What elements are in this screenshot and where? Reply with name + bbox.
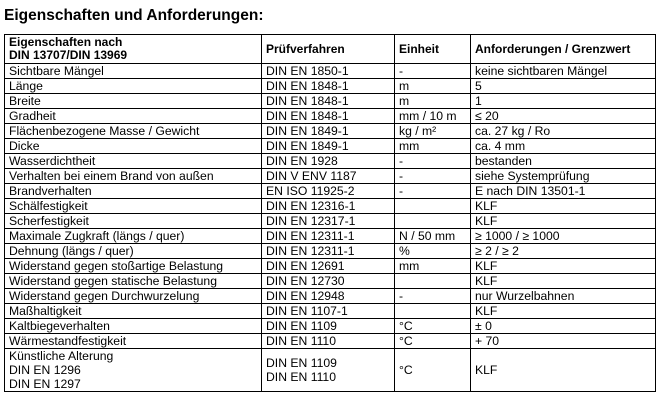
- cell-requirement: E nach DIN 13501-1: [471, 184, 656, 199]
- cell-method: DIN EN 1848-1: [262, 79, 395, 94]
- cell-unit: [395, 199, 471, 214]
- cell-unit: °C: [395, 334, 471, 349]
- cell-unit: N / 50 mm: [395, 229, 471, 244]
- cell-property: Widerstand gegen statische Belastung: [5, 274, 262, 289]
- table-row: [5, 169, 656, 184]
- cell-method: DIN EN 1109: [262, 319, 395, 334]
- header-property-line2: DIN 13707/DIN 13969: [9, 48, 128, 62]
- table-row: [5, 319, 656, 334]
- cell-method: DIN EN 1849-1: [262, 124, 395, 139]
- cell-property: Länge: [5, 79, 262, 94]
- cell-property: Dicke: [5, 139, 262, 154]
- cell-property: Widerstand gegen stoßartige Belastung: [5, 259, 262, 274]
- cell-property: Widerstand gegen Durchwurzelung: [5, 289, 262, 304]
- cell-unit: °C: [395, 349, 471, 392]
- cell-method: DIN EN 1107-1: [262, 304, 395, 319]
- cell-property: Breite: [5, 94, 262, 109]
- cell-unit: -: [395, 64, 471, 79]
- cell-requirement: keine sichtbaren Mängel: [471, 64, 656, 79]
- cell-property: Scherfestigkeit: [5, 214, 262, 229]
- cell-property: Dehnung (längs / quer): [5, 244, 262, 259]
- cell-property: Gradheit: [5, 109, 262, 124]
- cell-requirement: 5: [471, 79, 656, 94]
- cell-method: DIN EN 1848-1: [262, 109, 395, 124]
- cell-requirement: ca. 27 kg / Ro: [471, 124, 656, 139]
- cell-property: Schälfestigkeit: [5, 199, 262, 214]
- cell-method: EN ISO 11925-2: [262, 184, 395, 199]
- cell-requirement: KLF: [471, 199, 656, 214]
- table-row: [5, 139, 656, 154]
- table-row: [5, 79, 656, 94]
- cell-requirement: siehe Systemprüfung: [471, 169, 656, 184]
- cell-requirement: KLF: [471, 259, 656, 274]
- page-title: Eigenschaften und Anforderungen:: [4, 7, 264, 24]
- table-row: [5, 199, 656, 214]
- cell-method: DIN EN 12311-1: [262, 244, 395, 259]
- cell-method: DIN EN 12311-1: [262, 229, 395, 244]
- cell-property-line: Künstliche Alterung: [9, 349, 114, 363]
- cell-method: DIN V ENV 1187: [262, 169, 395, 184]
- cell-method: DIN EN 1928: [262, 154, 395, 169]
- cell-property: Brandverhalten: [5, 184, 262, 199]
- cell-unit: [395, 304, 471, 319]
- cell-property: Verhalten bei einem Brand von außen: [5, 169, 262, 184]
- cell-requirement: bestanden: [471, 154, 656, 169]
- cell-property: Sichtbare Mängel: [5, 64, 262, 79]
- table-header-row: [5, 35, 656, 64]
- cell-method: DIN EN 12730: [262, 274, 395, 289]
- cell-property-line: DIN EN 1296: [9, 363, 81, 377]
- cell-unit: [395, 274, 471, 289]
- table-row: [5, 154, 656, 169]
- table-row: [5, 94, 656, 109]
- cell-requirement: KLF: [471, 304, 656, 319]
- header-unit: Einheit: [395, 35, 471, 64]
- table-row: [5, 259, 656, 274]
- header-method: Prüfverfahren: [262, 35, 395, 64]
- cell-unit: mm: [395, 259, 471, 274]
- cell-property: Wasserdichtheit: [5, 154, 262, 169]
- cell-unit: mm / 10 m: [395, 109, 471, 124]
- table-row: [5, 229, 656, 244]
- table-row: [5, 304, 656, 319]
- cell-method: DIN EN 1850-1: [262, 64, 395, 79]
- cell-requirement: ca. 4 mm: [471, 139, 656, 154]
- cell-unit: mm: [395, 139, 471, 154]
- table-row: [5, 64, 656, 79]
- cell-requirement: nur Wurzelbahnen: [471, 289, 656, 304]
- table-row: [5, 109, 656, 124]
- table-row: [5, 289, 656, 304]
- cell-method: DIN EN 1110: [262, 334, 395, 349]
- header-requirement: Anforderungen / Grenzwert: [471, 35, 656, 64]
- table-row: [5, 349, 656, 392]
- cell-method: DIN EN 1848-1: [262, 94, 395, 109]
- cell-requirement: ≤ 20: [471, 109, 656, 124]
- cell-requirement: KLF: [471, 349, 656, 392]
- cell-property: Flächenbezogene Masse / Gewicht: [5, 124, 262, 139]
- cell-property-line: DIN EN 1297: [9, 377, 81, 391]
- cell-method: DIN EN 12691: [262, 259, 395, 274]
- cell-method: DIN EN 12317-1: [262, 214, 395, 229]
- cell-property: Maximale Zugkraft (längs / quer): [5, 229, 262, 244]
- table-row: [5, 244, 656, 259]
- table-row: [5, 334, 656, 349]
- cell-unit: %: [395, 244, 471, 259]
- cell-method-line: DIN EN 1109: [266, 356, 337, 370]
- table-row: [5, 214, 656, 229]
- cell-unit: -: [395, 184, 471, 199]
- properties-table: [4, 34, 656, 392]
- cell-property: Wärmestandfestigkeit: [5, 334, 262, 349]
- table-row: [5, 124, 656, 139]
- cell-property: Kaltbiegeverhalten: [5, 319, 262, 334]
- header-property: [5, 35, 262, 64]
- cell-requirement: KLF: [471, 274, 656, 289]
- table-row: [5, 274, 656, 289]
- cell-unit: m: [395, 79, 471, 94]
- cell-unit: m: [395, 94, 471, 109]
- header-property-line1: Eigenschaften nach: [9, 35, 123, 49]
- cell-unit: -: [395, 289, 471, 304]
- cell-requirement: ≥ 1000 / ≥ 1000: [471, 229, 656, 244]
- cell-property: [5, 349, 262, 392]
- cell-unit: kg / m²: [395, 124, 471, 139]
- cell-method: [262, 349, 395, 392]
- cell-method: DIN EN 12316-1: [262, 199, 395, 214]
- cell-unit: [395, 214, 471, 229]
- cell-requirement: 1: [471, 94, 656, 109]
- cell-unit: °C: [395, 319, 471, 334]
- cell-requirement: + 70: [471, 334, 656, 349]
- cell-property: Maßhaltigkeit: [5, 304, 262, 319]
- cell-requirement: ≥ 2 / ≥ 2: [471, 244, 656, 259]
- cell-unit: -: [395, 154, 471, 169]
- cell-method-line: DIN EN 1110: [266, 370, 336, 384]
- cell-unit: -: [395, 169, 471, 184]
- cell-requirement: KLF: [471, 214, 656, 229]
- cell-requirement: ± 0: [471, 319, 656, 334]
- table-row: [5, 184, 656, 199]
- cell-method: DIN EN 12948: [262, 289, 395, 304]
- cell-method: DIN EN 1849-1: [262, 139, 395, 154]
